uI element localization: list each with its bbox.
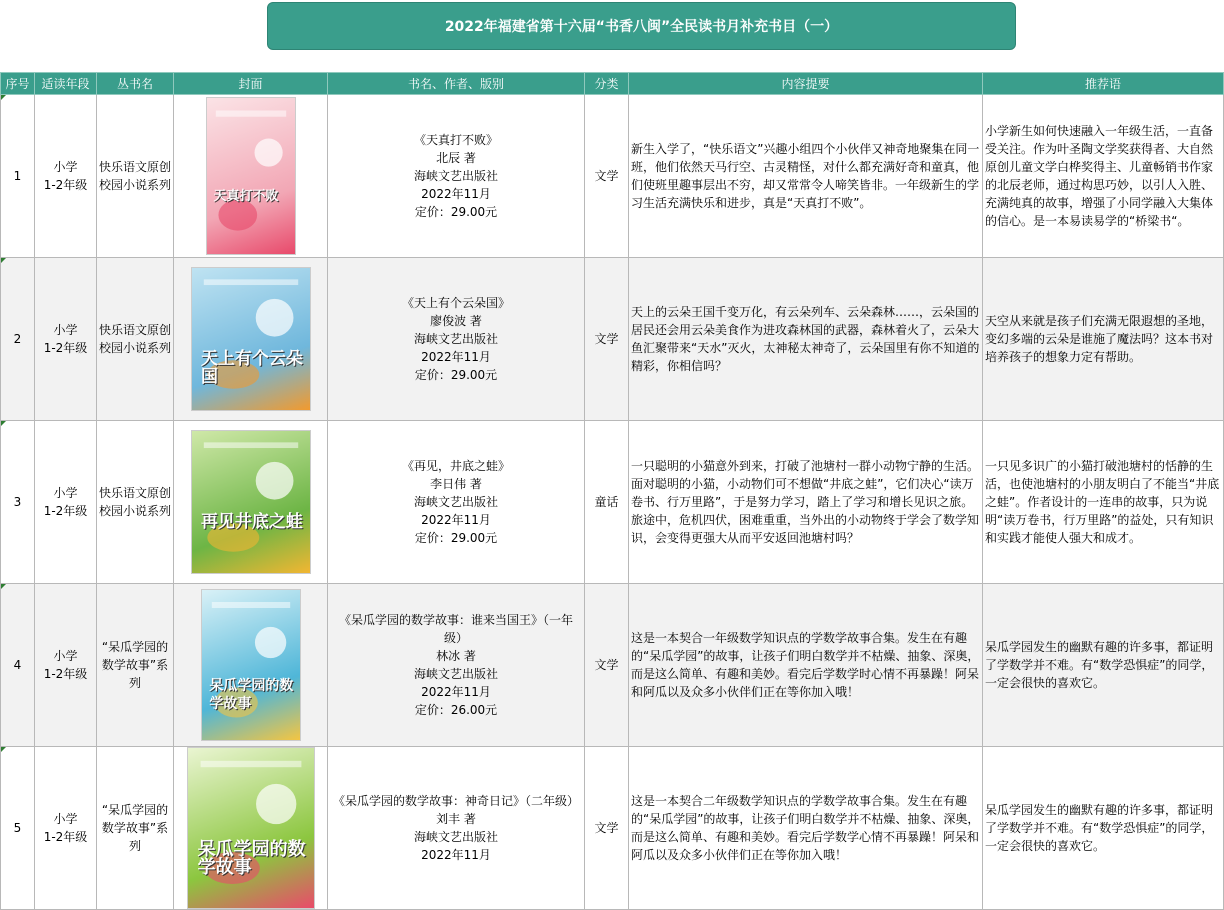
grade-line: 小学 (53, 649, 78, 663)
book-info-line: 海峡文艺出版社 (413, 169, 498, 183)
book-cover-image (191, 267, 311, 411)
cell-num: 5 (1, 747, 35, 910)
cover-illustration (192, 431, 310, 573)
cell-category: 文学 (585, 747, 629, 910)
book-cover-image (201, 589, 301, 741)
book-info-line: 《呆瓜学园的数学故事：谁来当国王》（一年级） (338, 613, 573, 645)
book-info-line: 定价：29.00元 (414, 368, 498, 382)
cell-cover (174, 747, 328, 910)
cell-summary: 这是一本契合一年级数学知识点的学数学故事合集。发生在有趣的“呆瓜学园”的故事，让孩子们明白数学并不枯燥、抽象、深奥，而是这么简单、有趣和美妙。看完后学数学时心情不再暴躁！阿呆和阿瓜以及众多小伙伴们正在等你加入哦！ (629, 584, 983, 747)
book-info-line: 2022年11月 (421, 350, 491, 364)
header-row (1, 73, 1224, 95)
grade-line: 小学 (53, 486, 78, 500)
cell-book-info (328, 747, 585, 910)
cell-category: 文学 (585, 95, 629, 258)
header-category: 分类 (585, 73, 629, 95)
book-cover-image (187, 747, 315, 909)
cover-title: 呆瓜学园的数学故事 (209, 678, 294, 712)
cell-cover (174, 421, 328, 584)
cell-grade (35, 421, 97, 584)
book-info-line: 海峡文艺出版社 (413, 667, 498, 681)
cell-book-info (328, 584, 585, 747)
cover-illustration (192, 268, 310, 410)
grade-line: 1-2年级 (43, 504, 88, 518)
cell-num: 3 (1, 421, 35, 584)
header-book: 书名、作者、版别 (328, 73, 585, 95)
grade-line: 小学 (53, 812, 78, 826)
grade-line: 1-2年级 (43, 178, 88, 192)
cell-series: 快乐语文原创校园小说系列 (97, 258, 174, 421)
header-summary: 内容提要 (629, 73, 983, 95)
cell-series: “呆瓜学园的数学故事”系列 (97, 747, 174, 910)
cell-book-info (328, 95, 585, 258)
cell-cover (174, 584, 328, 747)
cell-cover (174, 258, 328, 421)
table-row (1, 95, 1224, 258)
cell-summary: 新生入学了，“快乐语文”兴趣小组四个小伙伴又神奇地聚集在同一班，他们依然天马行空、古灵精怪，对什么都充满好奇和童真，他们使班里趣事层出不穷，却又常常令人啼笑皆非。一年级新生的学习生活充满快乐和进步，真是“天真打不败”。 (629, 95, 983, 258)
cell-grade (35, 95, 97, 258)
cover-illustration (207, 98, 295, 254)
book-info-line: 2022年11月 (421, 848, 491, 862)
cover-illustration (202, 590, 300, 740)
cell-recommend: 呆瓜学园发生的幽默有趣的许多事，都证明了学数学并不难。有“数学恐惧症”的同学，一定会很快的喜欢它。 (983, 747, 1224, 910)
book-info-line: 《呆瓜学园的数学故事：神奇日记》（二年级） (332, 794, 579, 808)
cell-summary: 这是一本契合二年级数学知识点的学数学故事合集。发生在有趣的“呆瓜学园”的故事，让孩子们明白数学并不枯燥、抽象、深奥，而是这么简单、有趣和美妙。看完后学数学心情不再暴躁！阿呆和阿瓜以及众多小伙伴们正在等你加入哦！ (629, 747, 983, 910)
cell-recommend: 一只见多识广的小猫打破池塘村的恬静的生活，也使池塘村的小朋友明白了不能当“井底之蛙”。作者设计的一连串的故事，只为说明“读万卷书，行万里路”的益处，只有知识和实践才能使人强大和成才。 (983, 421, 1224, 584)
grade-line: 1-2年级 (43, 341, 88, 355)
book-info-line: 2022年11月 (421, 187, 491, 201)
book-info-line: 《再见，井底之蛙》 (401, 459, 510, 473)
table-row (1, 421, 1224, 584)
book-info-line: 2022年11月 (421, 513, 491, 527)
book-info-line: 海峡文艺出版社 (413, 495, 498, 509)
cell-series: “呆瓜学园的数学故事”系列 (97, 584, 174, 747)
cell-num: 1 (1, 95, 35, 258)
book-info-line: 刘丰 著 (436, 812, 476, 826)
title-banner (267, 2, 1016, 50)
table-row (1, 584, 1224, 747)
grade-line: 1-2年级 (43, 667, 88, 681)
cover-title: 呆瓜学园的数学故事 (197, 838, 306, 878)
book-list-table (0, 72, 1224, 910)
book-info-line: 海峡文艺出版社 (413, 332, 498, 346)
cell-category: 童话 (585, 421, 629, 584)
cell-cover (174, 95, 328, 258)
book-info-line: 定价：29.00元 (414, 531, 498, 545)
table-row (1, 747, 1224, 910)
cover-title: 天上有个云朵国 (200, 349, 303, 388)
cell-category: 文学 (585, 258, 629, 421)
cell-book-info (328, 421, 585, 584)
cell-series: 快乐语文原创校园小说系列 (97, 421, 174, 584)
book-info-line: 廖俊波 著 (430, 314, 482, 328)
page-title: 2022年福建省第十六届“书香八闽”全民读书月补充书目（一） (444, 19, 839, 35)
cover-illustration (188, 748, 314, 908)
book-cover-image (206, 97, 296, 255)
header-grade: 适读年段 (35, 73, 97, 95)
header-recommend: 推荐语 (983, 73, 1224, 95)
cell-recommend: 天空从来就是孩子们充满无限遐想的圣地，变幻多端的云朵是谁施了魔法吗？这本书对培养孩子的想象力定有帮助。 (983, 258, 1224, 421)
cell-series: 快乐语文原创校园小说系列 (97, 95, 174, 258)
cell-category: 文学 (585, 584, 629, 747)
book-info-line: 林冰 著 (436, 649, 476, 663)
cell-recommend: 小学新生如何快速融入一年级生活，一直备受关注。作为叶圣陶文学奖获得者、大自然原创儿童文学白桦奖得主、儿童畅销书作家的北辰老师，通过构思巧妙，以引人入胜、充满纯真的故事，增强了小同学融入大集体的信心。是一本易读易学的“桥梁书“。 (983, 95, 1224, 258)
book-cover-image (191, 430, 311, 574)
book-info-line: 定价：29.00元 (414, 205, 498, 219)
book-info-line: 李日伟 著 (430, 477, 482, 491)
book-info-line: 海峡文艺出版社 (413, 830, 498, 844)
cover-title: 再见井底之蛙 (200, 512, 303, 533)
book-info-line: 2022年11月 (421, 685, 491, 699)
cell-grade (35, 584, 97, 747)
cover-title: 天真打不败 (213, 189, 279, 205)
cell-book-info (328, 258, 585, 421)
header-cover: 封面 (174, 73, 328, 95)
cell-num: 4 (1, 584, 35, 747)
grade-line: 小学 (53, 323, 78, 337)
cell-summary: 天上的云朵王国千变万化，有云朵列车、云朵森林……，云朵国的居民还会用云朵美食作为进攻森林国的武器，森林着火了，云朵大鱼汇聚带来“天水”灭火，太神秘太神奇了，云朵国里有你不知道的精彩，你相信吗？ (629, 258, 983, 421)
book-info-line: 《天真打不败》 (413, 133, 498, 147)
book-info-line: 北辰 著 (436, 151, 476, 165)
header-series: 丛书名 (97, 73, 174, 95)
book-info-line: 定价：26.00元 (414, 703, 498, 717)
book-info-line: 《天上有个云朵国》 (401, 296, 510, 310)
cell-summary: 一只聪明的小猫意外到来，打破了池塘村一群小动物宁静的生活。面对聪明的小猫，小动物们可不想做“井底之蛙”，它们决心“读万卷书、行万里路”，于是努力学习，踏上了学习和增长见识之旅。旅途中，危机四伏，困难重重，当外出的小动物终于学会了数学知识，会变得更强大从而平安返回池塘村吗？ (629, 421, 983, 584)
grade-line: 1-2年级 (43, 830, 88, 844)
cell-grade (35, 258, 97, 421)
cell-recommend: 呆瓜学园发生的幽默有趣的许多事，都证明了学数学并不难。有“数学恐惧症”的同学，一定会很快的喜欢它。 (983, 584, 1224, 747)
table-row (1, 258, 1224, 421)
header-num: 序号 (1, 73, 35, 95)
grade-line: 小学 (53, 160, 78, 174)
cell-grade (35, 747, 97, 910)
cell-num: 2 (1, 258, 35, 421)
